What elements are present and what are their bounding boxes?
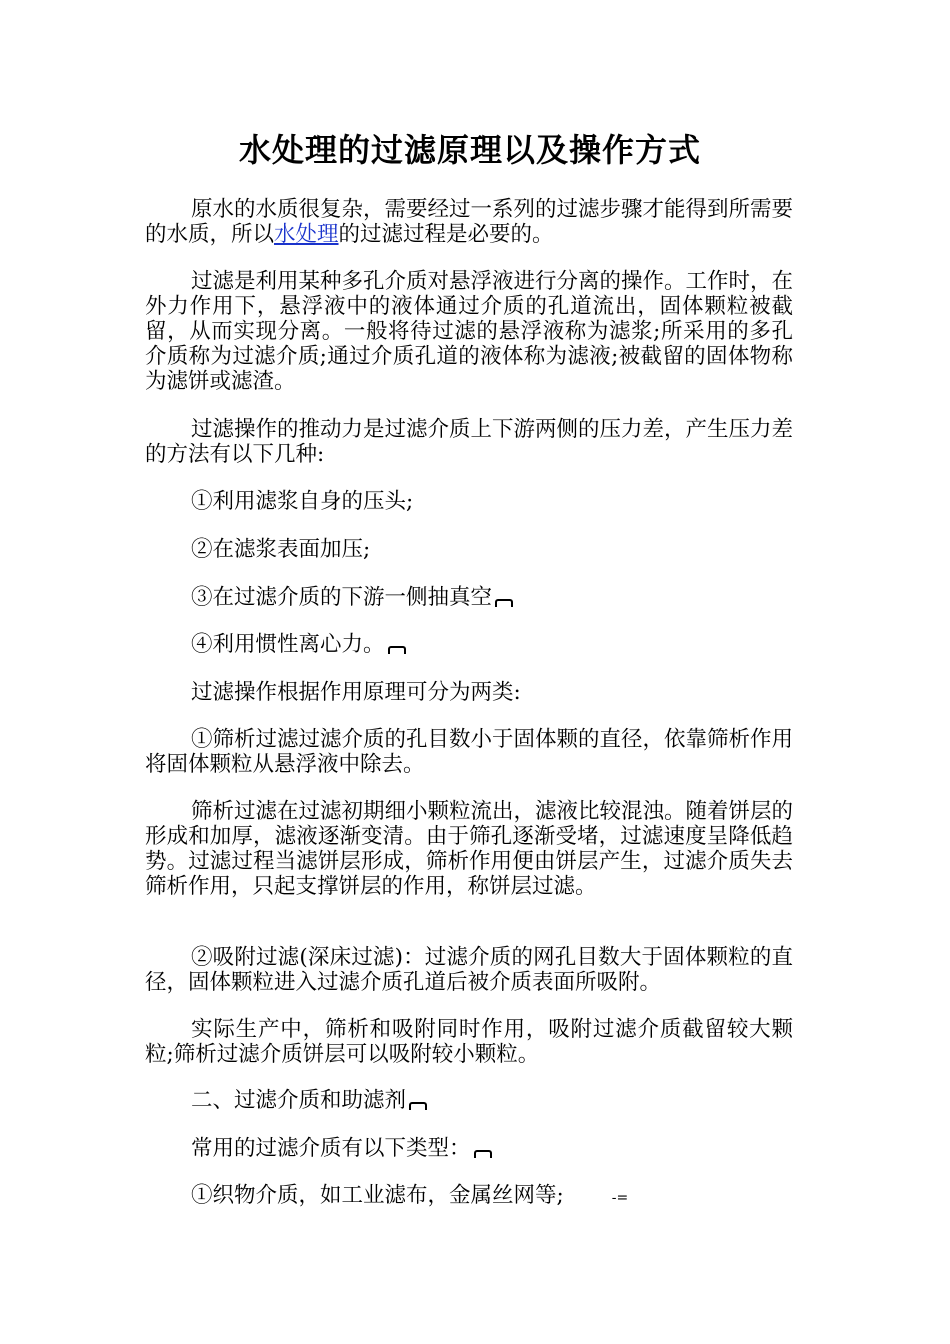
fabric-media-text: ①织物介质，如工业滤布，金属丝网等; — [191, 1183, 564, 1208]
section-heading-text: 二、过滤介质和助滤剂 — [191, 1088, 407, 1113]
paragraph-adsorption-filtration: ②吸附过滤(深床过滤)：过滤介质的网孔目数大于固体颗粒的直径，固体颗粒进入过滤介质孔道后被介质表面所吸附。 — [145, 945, 793, 995]
intro-text-before: 原水的水质很复杂，需要经过一系列的过滤步骤才能得到所需要的水质，所以 — [145, 197, 794, 247]
list-item-3 — [145, 585, 793, 610]
paragraph-mark-icon — [474, 1150, 492, 1158]
paragraph-mark-icon — [388, 646, 406, 654]
list-item-4-text: ④利用惯性离心力。 — [191, 632, 385, 657]
fabric-media-mark: -= — [611, 1190, 629, 1206]
water-treatment-link[interactable]: 水处理 — [274, 222, 339, 247]
paragraph-sieve-filtration: ①筛析过滤过滤介质的孔目数小于固体颗的直径，依靠筛析作用将固体颗粒从悬浮液中除去。 — [145, 727, 794, 777]
paragraph-cake-filtration: 筛析过滤在过滤初期细小颗粒流出，滤液比较混浊。随着饼层的形成和加厚，滤液逐渐变清。由于筛孔逐渐受堵，过滤速度呈降低趋势。过滤过程当滤饼层形成，筛析作用便由饼层产生，过滤介质失去筛析作用，只起支撑饼层的作用，称饼层过滤。 — [145, 799, 794, 899]
paragraph-media-types — [145, 1136, 793, 1161]
paragraph-two-types: 过滤操作根据作用原理可分为两类: — [191, 680, 521, 705]
paragraph-intro — [145, 197, 793, 247]
media-types-text: 常用的过滤介质有以下类型： — [191, 1136, 471, 1161]
paragraph-filtration-definition: 过滤是利用某种多孔介质对悬浮液进行分离的操作。工作时，在外力作用下，悬浮液中的液体通过介质的孔道流出，固体颗粒被截留，从而实现分离。一般将待过滤的悬浮液称为滤浆;所采用的多孔介质称为过滤介质;通过介质孔道的液体称为滤液;被截留的固体物称为滤饼或滤渣。 — [145, 269, 794, 394]
paragraph-mark-icon — [409, 1102, 427, 1110]
paragraph-practice: 实际生产中，筛析和吸附同时作用，吸附过滤介质截留较大颗粒;筛析过滤介质饼层可以吸附较小颗粒。 — [145, 1017, 793, 1067]
page-title: 水处理的过滤原理以及操作方式 — [238, 131, 701, 169]
paragraph-mark-icon — [495, 599, 513, 607]
intro-text-after: 的过滤过程是必要的。 — [338, 222, 554, 247]
list-item-fabric-media — [145, 1183, 793, 1211]
list-item-1: ①利用滤浆自身的压头; — [191, 489, 414, 514]
list-item-3-text: ③在过滤介质的下游一侧抽真空 — [191, 585, 493, 610]
list-item-4 — [145, 632, 793, 657]
paragraph-driving-force: 过滤操作的推动力是过滤介质上下游两侧的压力差，产生压力差的方法有以下几种: — [145, 417, 794, 467]
list-item-2: ②在滤浆表面加压; — [191, 537, 371, 562]
section-heading-media — [145, 1088, 793, 1113]
